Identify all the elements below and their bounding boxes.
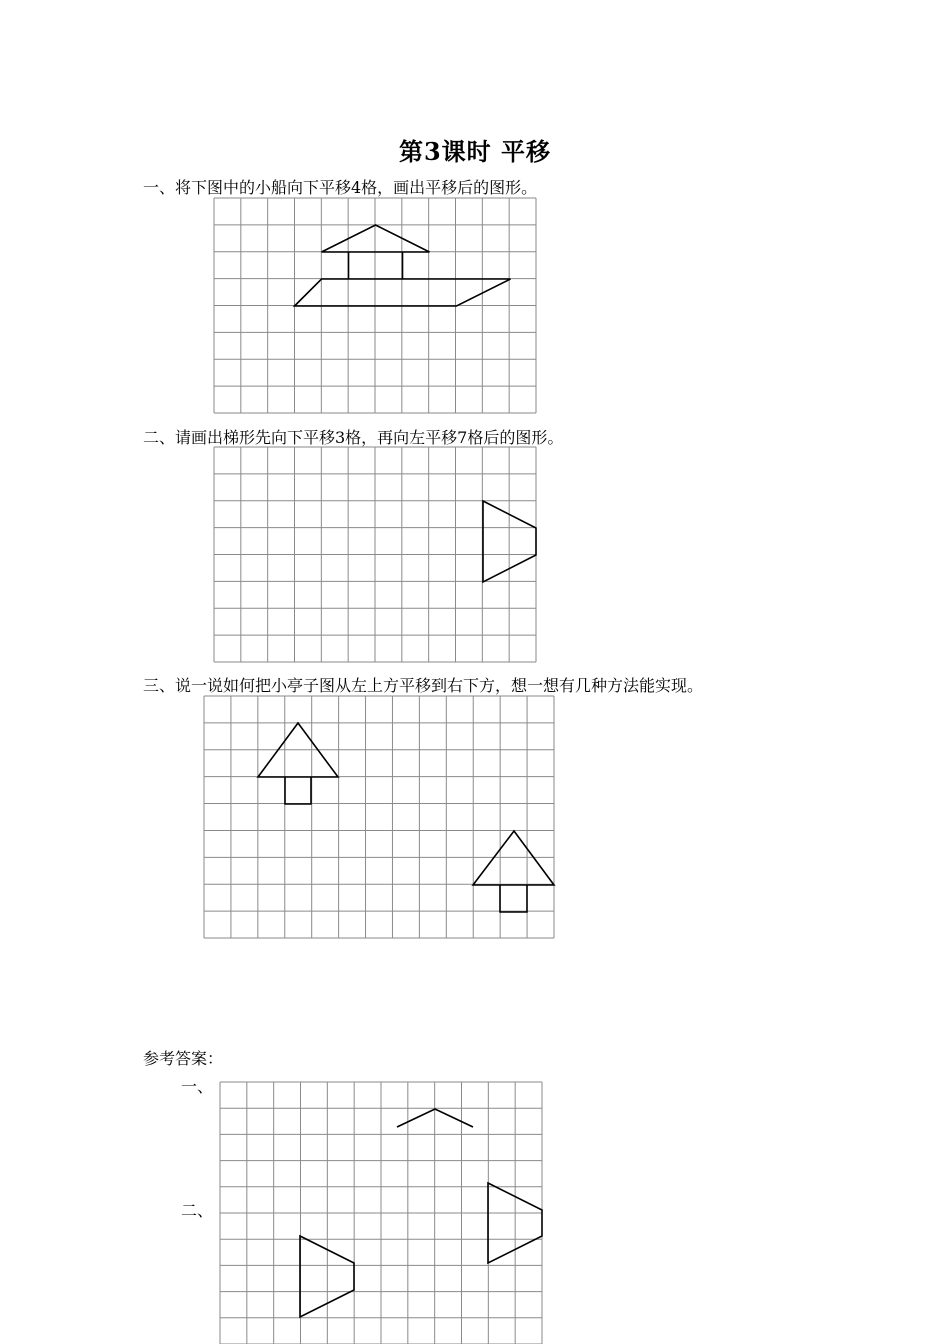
answer-grid: [220, 1082, 543, 1344]
pavilion-figure-top-left: [258, 723, 338, 804]
question-1-text: 一、将下图中的小船向下平移4格，画出平移后的图形。: [143, 178, 538, 197]
answers-label: 参考答案：: [143, 1049, 224, 1068]
answer-2-label: 二、: [181, 1201, 214, 1220]
question-1-grid: [214, 198, 537, 414]
pavilion-figure-bottom-right: [473, 831, 554, 912]
question-2-text: 二、请画出梯形先向下平移3格，再向左平移7格后的图形。: [143, 428, 564, 447]
question-2-grid: [214, 447, 537, 663]
page-title: 第3课时 平移: [398, 137, 552, 166]
question-3-grid: [204, 696, 554, 939]
question-3-text: 三、说一说如何把小亭子图从左上方平移到右下方，想一想有几种方法能实现。: [143, 676, 704, 695]
boat-figure: [295, 225, 511, 306]
answer-1-label: 一、: [181, 1077, 214, 1096]
